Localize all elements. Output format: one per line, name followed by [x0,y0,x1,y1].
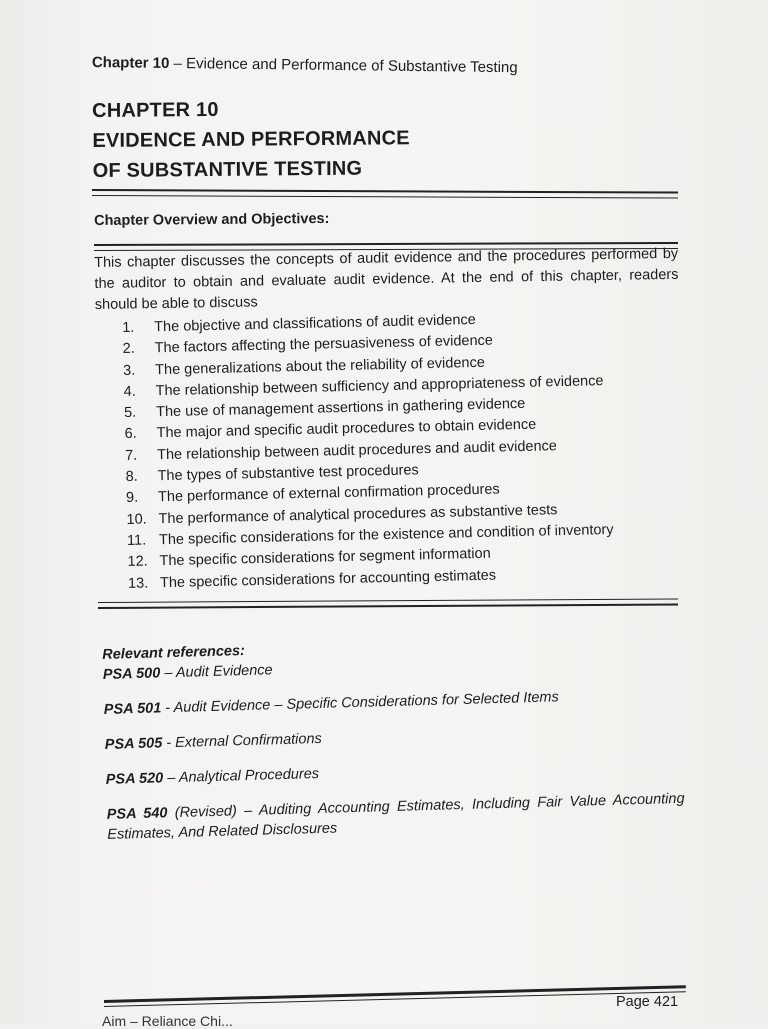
running-header-chapter: Chapter 10 [91,54,170,72]
objective-text: The specific considerations for the existence and condition of inventory [158,521,614,549]
objectives-list [122,305,688,594]
objective-text: The types of substantive test procedures [157,462,419,485]
reference-item [105,754,683,790]
reference-code: PSA 501 [103,700,162,718]
objective-number: 9. [125,490,139,507]
objective-text: The performance of analytical procedures as substantive tests [158,501,558,527]
objective-number: 10. [126,511,147,528]
reference-item [106,789,685,845]
objective-number: 13. [127,575,149,592]
reference-code: PSA 505 [104,735,163,753]
reference-title: External Confirmations [174,730,322,751]
title-rule-thick [92,189,678,194]
chapter-title [92,92,513,186]
objective-number: 12. [127,553,148,571]
reference-item [104,684,682,720]
references-heading: Relevant references: [102,643,246,663]
objective-number: 4. [123,383,136,400]
reference-title: Audit Evidence – Specific Considerations for Selected Items [173,689,559,717]
reference-code: PSA 520 [105,770,164,788]
objective-number: 8. [125,468,138,486]
objective-text: The generalizations about the reliability of evidence [155,354,485,378]
reference-separator: – [160,664,177,682]
overview-heading: Chapter Overview and Objectives: [94,210,330,229]
objective-number: 7. [124,447,138,464]
objective-text: The specific considerations for segment information [159,545,491,570]
references-list [103,649,686,845]
reference-title: Analytical Procedures [178,765,320,786]
objective-text: The major and specific audit procedures to obtain evidence [156,417,537,442]
objective-text: The relationship between audit procedures and audit evidence [156,437,558,464]
objective-number: 3. [123,362,136,379]
objective-text: The objective and classifications of audit evidence [154,311,476,336]
chapter-title-line-3: OF SUBSTANTIVE TESTING [92,157,363,182]
page-number: Page 421 [616,994,679,1010]
reference-separator: - [162,734,176,752]
reference-title: Audit Evidence [175,662,273,681]
objective-number: 1. [122,319,135,336]
objectives-rule-thin [98,598,678,603]
objective-number: 5. [123,404,137,422]
running-header [92,54,572,77]
reference-separator: - [161,700,174,717]
chapter-title-line-1: CHAPTER 10 [92,98,219,122]
overview-intro-paragraph: This chapter discusses the concepts of audit evidence and the procedures performed by the auditor to obtain and evaluate audit evidence. At the end of this chapter, readers should be able to discuss [94,245,679,313]
references-section [102,629,685,845]
reference-separator: (Revised) – [167,802,260,822]
objective-number: 11. [126,532,147,549]
objective-number: 2. [122,341,135,358]
footer-cut-text: Aim – Reliance Chi... [102,1013,233,1029]
reference-separator: – [163,769,180,787]
objectives-rule-thick [98,603,678,609]
chapter-title-line-2: EVIDENCE AND PERFORMANCE [92,127,410,152]
running-header-separator: – [169,54,187,73]
objective-text: The use of management assertions in gathering evidence [155,396,526,421]
objective-text: The performance of external confirmation procedures [157,481,500,506]
reference-code: PSA 540 [106,805,168,823]
objective-text: The specific considerations for accounting estimates [159,567,497,591]
title-rule-thin [92,195,678,199]
reference-title: Auditing Accounting Estimates, Including Fair Value Accounting Estimates, And Related Disclosures [107,790,685,843]
objective-text: The factors affecting the persuasiveness of evidence [154,332,494,357]
objective-number: 6. [124,426,137,443]
reference-item [105,719,683,755]
reference-code: PSA 500 [102,665,161,683]
objective-text: The relationship between sufficiency and appropriateness of evidence [155,372,604,400]
running-header-title: Evidence and Performance of Substantive Testing [186,55,518,77]
